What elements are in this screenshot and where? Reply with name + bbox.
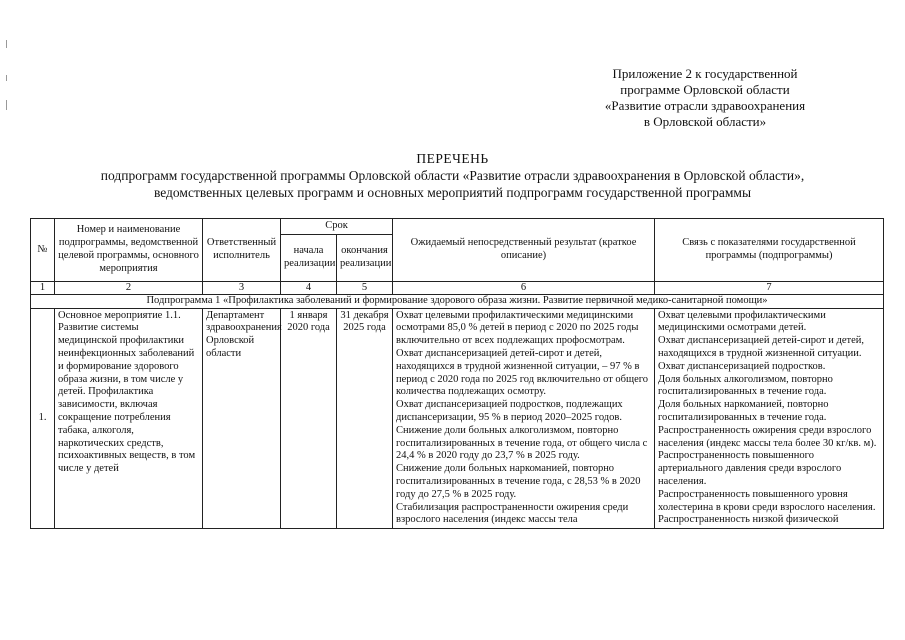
column-number: 2 (55, 281, 203, 294)
link-item: Распространенность ожирения среди взрослого населения (индекс массы тела более 30 кг/кв. м). (658, 424, 877, 449)
link-item: Распространенность повышенного уровня холестерина в крови среди взрослого населения. (658, 488, 876, 513)
scan-margin-mark (6, 40, 7, 48)
column-number: 4 (281, 281, 337, 294)
result-item: Охват целевыми профилактическими медицинскими осмотрами 85,0 % детей в период с 2020 по 2025 годы включительно от всех подлежащих профосмотрам. (396, 309, 639, 347)
header-term: Срок (281, 219, 393, 235)
subprograms-table (30, 218, 884, 529)
header-row (31, 219, 884, 235)
table-row (31, 308, 884, 529)
header-link: Связь с показателями государственной программы (подпрограммы) (655, 219, 884, 282)
row-executor: Департамент здравоохранения Орловской области (203, 308, 281, 529)
header-result: Ожидаемый непосредственный результат (краткое описание) (393, 219, 655, 282)
link-item: Доля больных наркоманией, повторно госпитализированных в течение года. (658, 399, 829, 423)
row-name: Основное мероприятие 1.1. Развитие системы медицинской профилактики неинфекционных заболеваний и формирование здорового образа жизни, в том числе у детей. Профилактика зависимости, включая сокращение потребления табака, алкоголя, наркотических средств, психоактивных веществ, в том числе у детей (55, 308, 203, 529)
scan-margin-mark (6, 100, 7, 110)
subprogram-title: Подпрограмма 1 «Профилактика заболеваний и формирование здорового образа жизни. Развитие первичной медико-санитарной помощи» (31, 294, 884, 308)
link-item: Охват целевыми профилактическими медицинскими осмотрами детей. (658, 309, 826, 334)
link-item: Распространенность повышенного артериального давления среди взрослого населения. (658, 450, 842, 487)
result-item: Снижение доли больных наркоманией, повторно госпитализированных в течение года, с 28,53 % в 2020 году до 27,5 % в 2025 году. (396, 463, 641, 500)
title-heading: ПЕРЕЧЕНЬ (416, 151, 489, 166)
appendix-line: в Орловской области» (643, 114, 767, 129)
column-number: 1 (31, 281, 55, 294)
result-item: Охват диспансеризацией детей-сирот и детей, находящихся в трудной жизненной ситуации, – 97 % в период с 2020 года по 2025 год включительно от общего количества подлежащих осмотру. (396, 347, 649, 398)
column-numbers-row (31, 281, 884, 294)
header-term-start: начала реализации (281, 234, 337, 281)
row-results (393, 308, 655, 529)
link-item: Доля больных алкоголизмом, повторно госпитализированных в течение года. (658, 373, 833, 398)
header-executor: Ответственный исполнитель (203, 219, 281, 282)
column-number: 3 (203, 281, 281, 294)
column-number: 5 (337, 281, 393, 294)
result-item: Охват диспансеризацией подростков, подлежащих диспансеризации, 95 % в период 2020–2025 годов. (396, 399, 623, 423)
link-item: Охват диспансеризацией подростков. (658, 360, 826, 372)
header-name: Номер и наименование подпрограммы, ведомственной целевой программы, основного мероприятия (55, 219, 203, 282)
link-item: Охват диспансеризацией детей-сирот и детей, находящихся в трудной жизненной ситуации. (658, 335, 865, 359)
row-links (655, 308, 884, 529)
scan-margin-mark (6, 75, 7, 81)
header-num: № (31, 219, 55, 282)
appendix-line: программе Орловской области (620, 82, 790, 97)
appendix-note (560, 66, 850, 130)
appendix-line: Приложение 2 к государственной (612, 66, 798, 81)
result-item: Стабилизация распространенности ожирения среди взрослого населения (индекс массы тела (396, 501, 629, 526)
column-number: 6 (393, 281, 655, 294)
column-number: 7 (655, 281, 884, 294)
header-term-end: окончания реализации (337, 234, 393, 281)
result-item: Снижение доли больных алкоголизмом, повторно госпитализированных в течение года, от общего числа с 24,4 % в 2020 году до 23,7 % в 2025 году. (396, 424, 648, 462)
title-line: подпрограмм государственной программы Орловской области «Развитие отрасли здравоохранения в Орловской области», (100, 168, 805, 183)
document-title (30, 150, 875, 201)
subprogram-row (31, 294, 884, 308)
row-number: 1. (31, 308, 55, 529)
title-line: ведомственных целевых программ и основных мероприятий подпрограмм государственной программы (153, 185, 752, 200)
row-start: 1 января 2020 года (281, 308, 337, 529)
link-item: Распространенность низкой физической (658, 514, 839, 526)
row-end: 31 декабря 2025 года (337, 308, 393, 529)
appendix-line: «Развитие отрасли здравоохранения (604, 98, 806, 113)
